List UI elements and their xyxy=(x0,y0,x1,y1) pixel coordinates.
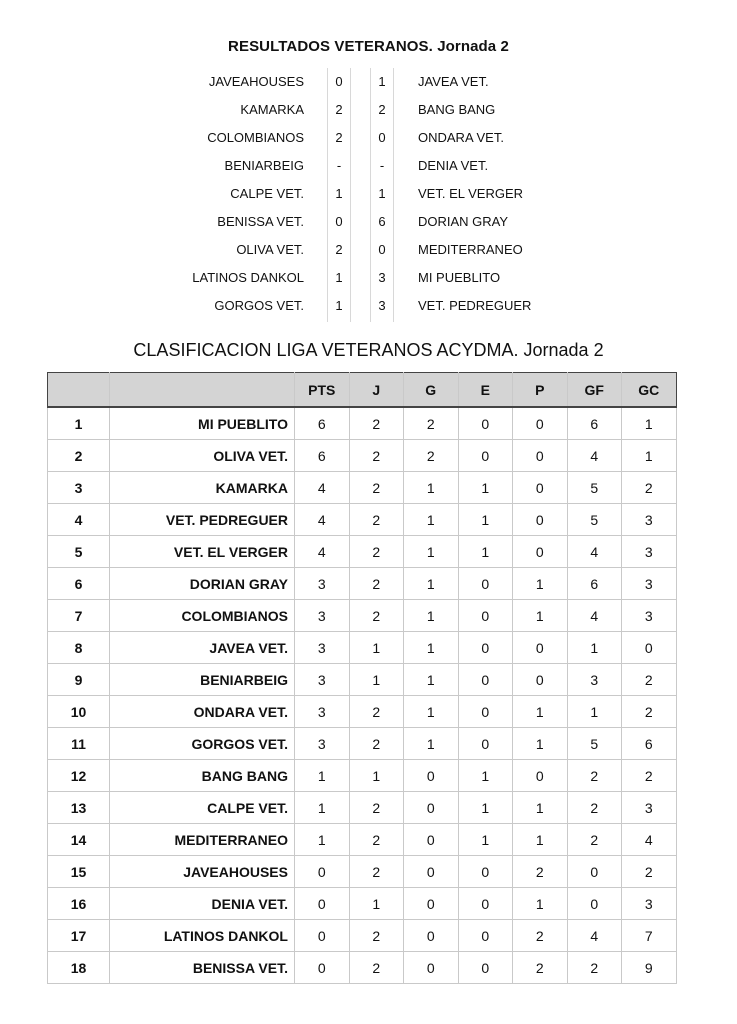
stat-cell: 0 xyxy=(458,664,513,696)
position-cell: 9 xyxy=(48,664,110,696)
stat-cell: 2 xyxy=(349,568,404,600)
stat-cell: 1 xyxy=(513,600,568,632)
stat-cell: 0 xyxy=(295,952,350,984)
home-team: COLOMBIANOS xyxy=(207,130,304,145)
table-row xyxy=(48,920,677,952)
stat-cell: 1 xyxy=(349,760,404,792)
column-header: PTS xyxy=(295,373,350,408)
home-score: 2 xyxy=(335,102,343,117)
team-name-cell: JAVEA VET. xyxy=(110,632,295,664)
stat-cell: 1 xyxy=(295,792,350,824)
stat-cell: 2 xyxy=(349,407,404,440)
stat-cell: 0 xyxy=(513,536,568,568)
column-header: E xyxy=(458,373,513,408)
stat-cell: 0 xyxy=(567,888,622,920)
stat-cell: 2 xyxy=(349,472,404,504)
stat-cell: 3 xyxy=(295,728,350,760)
stat-cell: 6 xyxy=(295,407,350,440)
stat-cell: 0 xyxy=(567,856,622,888)
standings-title: CLASIFICACION LIGA VETERANOS ACYDMA. Jornada 2 xyxy=(133,340,604,360)
stat-cell: 1 xyxy=(622,407,677,440)
team-name-cell: GORGOS VET. xyxy=(110,728,295,760)
away-score: 3 xyxy=(378,298,386,313)
away-score: 3 xyxy=(378,270,386,285)
stat-cell: 1 xyxy=(404,472,459,504)
match-row xyxy=(0,96,737,124)
position-cell: 10 xyxy=(48,696,110,728)
away-score: 6 xyxy=(378,214,386,229)
match-row xyxy=(0,292,737,320)
stat-cell: 3 xyxy=(295,632,350,664)
table-row xyxy=(48,696,677,728)
column-header: GF xyxy=(567,373,622,408)
stat-cell: 0 xyxy=(622,632,677,664)
home-score: 2 xyxy=(335,242,343,257)
column-header xyxy=(110,373,295,408)
match-row xyxy=(0,264,737,292)
home-score: 0 xyxy=(335,74,343,89)
position-cell: 4 xyxy=(48,504,110,536)
stat-cell: 1 xyxy=(404,536,459,568)
stat-cell: 1 xyxy=(513,792,568,824)
team-name-cell: JAVEAHOUSES xyxy=(110,856,295,888)
stat-cell: 0 xyxy=(458,728,513,760)
stat-cell: 0 xyxy=(404,920,459,952)
stat-cell: 1 xyxy=(404,632,459,664)
table-row xyxy=(48,856,677,888)
position-cell: 12 xyxy=(48,760,110,792)
stat-cell: 0 xyxy=(458,696,513,728)
team-name-cell: DORIAN GRAY xyxy=(110,568,295,600)
stat-cell: 2 xyxy=(513,920,568,952)
stat-cell: 2 xyxy=(349,600,404,632)
team-name-cell: KAMARKA xyxy=(110,472,295,504)
stat-cell: 4 xyxy=(567,440,622,472)
table-row xyxy=(48,792,677,824)
stat-cell: 1 xyxy=(404,568,459,600)
stat-cell: 3 xyxy=(295,568,350,600)
team-name-cell: COLOMBIANOS xyxy=(110,600,295,632)
stat-cell: 1 xyxy=(513,696,568,728)
match-row xyxy=(0,68,737,96)
stat-cell: 0 xyxy=(458,407,513,440)
table-row xyxy=(48,440,677,472)
stat-cell: 0 xyxy=(295,856,350,888)
away-team: DENIA VET. xyxy=(418,158,489,173)
home-score: 2 xyxy=(335,130,343,145)
column-header: J xyxy=(349,373,404,408)
stat-cell: 0 xyxy=(458,888,513,920)
stat-cell: 1 xyxy=(404,696,459,728)
stat-cell: 0 xyxy=(513,472,568,504)
stat-cell: 2 xyxy=(622,472,677,504)
stat-cell: 2 xyxy=(622,856,677,888)
position-cell: 15 xyxy=(48,856,110,888)
position-cell: 7 xyxy=(48,600,110,632)
table-row xyxy=(48,664,677,696)
stat-cell: 5 xyxy=(567,504,622,536)
stat-cell: 5 xyxy=(567,472,622,504)
stat-cell: 2 xyxy=(349,920,404,952)
column-header: P xyxy=(513,373,568,408)
away-team: VET. EL VERGER xyxy=(418,186,523,201)
stat-cell: 2 xyxy=(567,792,622,824)
away-team: MEDITERRANEO xyxy=(418,242,523,257)
table-row xyxy=(48,952,677,984)
team-name-cell: BENIARBEIG xyxy=(110,664,295,696)
stat-cell: 2 xyxy=(567,824,622,856)
stat-cell: 1 xyxy=(458,504,513,536)
table-row xyxy=(48,888,677,920)
stat-cell: 6 xyxy=(567,407,622,440)
stat-cell: 0 xyxy=(513,664,568,696)
away-score: 1 xyxy=(378,186,386,201)
stat-cell: 0 xyxy=(404,888,459,920)
home-score: - xyxy=(336,158,342,173)
stat-cell: 3 xyxy=(622,792,677,824)
stat-cell: 2 xyxy=(404,407,459,440)
stat-cell: 2 xyxy=(622,696,677,728)
stat-cell: 6 xyxy=(622,728,677,760)
stat-cell: 1 xyxy=(404,728,459,760)
stat-cell: 7 xyxy=(622,920,677,952)
position-cell: 2 xyxy=(48,440,110,472)
column-header: GC xyxy=(622,373,677,408)
table-row xyxy=(48,536,677,568)
stat-cell: 1 xyxy=(404,600,459,632)
stat-cell: 0 xyxy=(404,824,459,856)
stat-cell: 5 xyxy=(567,728,622,760)
stat-cell: 2 xyxy=(513,856,568,888)
stat-cell: 0 xyxy=(404,856,459,888)
match-row xyxy=(0,124,737,152)
stat-cell: 1 xyxy=(404,664,459,696)
home-team: GORGOS VET. xyxy=(214,298,304,313)
team-name-cell: MI PUEBLITO xyxy=(110,407,295,440)
stat-cell: 2 xyxy=(349,792,404,824)
stat-cell: 4 xyxy=(622,824,677,856)
position-cell: 18 xyxy=(48,952,110,984)
position-cell: 6 xyxy=(48,568,110,600)
stat-cell: 1 xyxy=(458,760,513,792)
match-row xyxy=(0,152,737,180)
stat-cell: 2 xyxy=(349,504,404,536)
stat-cell: 0 xyxy=(513,760,568,792)
stat-cell: 9 xyxy=(622,952,677,984)
stat-cell: 1 xyxy=(458,792,513,824)
standings-table xyxy=(47,372,677,984)
standings-body xyxy=(48,407,677,984)
stat-cell: 4 xyxy=(567,600,622,632)
stat-cell: 2 xyxy=(567,952,622,984)
stat-cell: 2 xyxy=(349,536,404,568)
stat-cell: 3 xyxy=(567,664,622,696)
stat-cell: 2 xyxy=(349,696,404,728)
stat-cell: 1 xyxy=(513,568,568,600)
stat-cell: 0 xyxy=(513,440,568,472)
away-score: 0 xyxy=(378,130,386,145)
position-cell: 11 xyxy=(48,728,110,760)
match-row xyxy=(0,236,737,264)
stat-cell: 4 xyxy=(567,920,622,952)
away-team: VET. PEDREGUER xyxy=(418,298,532,313)
stat-cell: 1 xyxy=(567,632,622,664)
standings-header-row xyxy=(48,373,677,408)
team-name-cell: CALPE VET. xyxy=(110,792,295,824)
home-team: BENIARBEIG xyxy=(224,158,304,173)
stat-cell: 1 xyxy=(295,824,350,856)
stat-cell: 0 xyxy=(458,856,513,888)
team-name-cell: MEDITERRANEO xyxy=(110,824,295,856)
stat-cell: 0 xyxy=(458,440,513,472)
stat-cell: 1 xyxy=(458,536,513,568)
stat-cell: 0 xyxy=(458,568,513,600)
stat-cell: 0 xyxy=(458,920,513,952)
stat-cell: 2 xyxy=(404,440,459,472)
position-cell: 13 xyxy=(48,792,110,824)
away-team: MI PUEBLITO xyxy=(418,270,501,285)
position-cell: 1 xyxy=(48,407,110,440)
away-score: - xyxy=(379,158,385,173)
team-name-cell: BENISSA VET. xyxy=(110,952,295,984)
stat-cell: 1 xyxy=(567,696,622,728)
stat-cell: 1 xyxy=(513,824,568,856)
stat-cell: 4 xyxy=(295,536,350,568)
stat-cell: 3 xyxy=(622,600,677,632)
stat-cell: 0 xyxy=(295,920,350,952)
team-name-cell: ONDARA VET. xyxy=(110,696,295,728)
stat-cell: 2 xyxy=(622,760,677,792)
stat-cell: 0 xyxy=(458,600,513,632)
table-row xyxy=(48,632,677,664)
results-title: RESULTADOS VETERANOS. Jornada 2 xyxy=(228,38,509,55)
stat-cell: 1 xyxy=(349,632,404,664)
home-team: JAVEAHOUSES xyxy=(208,74,304,89)
stat-cell: 1 xyxy=(513,728,568,760)
stat-cell: 1 xyxy=(458,824,513,856)
stat-cell: 0 xyxy=(513,407,568,440)
stat-cell: 1 xyxy=(513,888,568,920)
stat-cell: 0 xyxy=(404,792,459,824)
team-name-cell: BANG BANG xyxy=(110,760,295,792)
stat-cell: 2 xyxy=(349,952,404,984)
home-team: OLIVA VET. xyxy=(236,242,304,257)
stat-cell: 3 xyxy=(295,600,350,632)
position-cell: 8 xyxy=(48,632,110,664)
stat-cell: 2 xyxy=(622,664,677,696)
home-team: KAMARKA xyxy=(240,102,304,117)
stat-cell: 0 xyxy=(295,888,350,920)
away-team: BANG BANG xyxy=(418,102,496,117)
table-row xyxy=(48,504,677,536)
stat-cell: 2 xyxy=(349,728,404,760)
away-score: 1 xyxy=(378,74,386,89)
away-score: 2 xyxy=(378,102,386,117)
home-team: LATINOS DANKOL xyxy=(192,270,304,285)
stat-cell: 1 xyxy=(295,760,350,792)
stat-cell: 3 xyxy=(622,888,677,920)
stat-cell: 2 xyxy=(349,440,404,472)
match-row xyxy=(0,208,737,236)
stat-cell: 0 xyxy=(513,504,568,536)
stat-cell: 1 xyxy=(349,888,404,920)
home-score: 1 xyxy=(335,298,343,313)
home-team: CALPE VET. xyxy=(230,186,304,201)
stat-cell: 1 xyxy=(622,440,677,472)
stat-cell: 0 xyxy=(458,632,513,664)
stat-cell: 1 xyxy=(458,472,513,504)
home-score: 1 xyxy=(335,186,343,201)
stat-cell: 4 xyxy=(567,536,622,568)
team-name-cell: VET. PEDREGUER xyxy=(110,504,295,536)
stat-cell: 0 xyxy=(404,760,459,792)
stat-cell: 3 xyxy=(622,536,677,568)
team-name-cell: DENIA VET. xyxy=(110,888,295,920)
stat-cell: 3 xyxy=(622,568,677,600)
table-row xyxy=(48,728,677,760)
stat-cell: 2 xyxy=(349,856,404,888)
position-cell: 5 xyxy=(48,536,110,568)
column-header xyxy=(48,373,110,408)
stat-cell: 0 xyxy=(513,632,568,664)
table-row xyxy=(48,472,677,504)
home-score: 1 xyxy=(335,270,343,285)
stat-cell: 4 xyxy=(295,504,350,536)
stat-cell: 6 xyxy=(567,568,622,600)
away-team: JAVEA VET. xyxy=(418,74,489,89)
stat-cell: 2 xyxy=(349,824,404,856)
position-cell: 16 xyxy=(48,888,110,920)
stat-cell: 0 xyxy=(404,952,459,984)
away-team: DORIAN GRAY xyxy=(418,214,509,229)
table-row xyxy=(48,760,677,792)
stat-cell: 3 xyxy=(622,504,677,536)
team-name-cell: LATINOS DANKOL xyxy=(110,920,295,952)
team-name-cell: VET. EL VERGER xyxy=(110,536,295,568)
stat-cell: 0 xyxy=(458,952,513,984)
stat-cell: 4 xyxy=(295,472,350,504)
stat-cell: 1 xyxy=(404,504,459,536)
home-score: 0 xyxy=(335,214,343,229)
match-row xyxy=(0,180,737,208)
home-team: BENISSA VET. xyxy=(217,214,304,229)
position-cell: 17 xyxy=(48,920,110,952)
column-header: G xyxy=(404,373,459,408)
stat-cell: 3 xyxy=(295,664,350,696)
stat-cell: 6 xyxy=(295,440,350,472)
stat-cell: 2 xyxy=(513,952,568,984)
table-row xyxy=(48,600,677,632)
away-team: ONDARA VET. xyxy=(418,130,504,145)
stat-cell: 2 xyxy=(567,760,622,792)
team-name-cell: OLIVA VET. xyxy=(110,440,295,472)
table-row xyxy=(48,568,677,600)
table-row xyxy=(48,407,677,440)
stat-cell: 3 xyxy=(295,696,350,728)
stat-cell: 1 xyxy=(349,664,404,696)
away-score: 0 xyxy=(378,242,386,257)
position-cell: 3 xyxy=(48,472,110,504)
table-row xyxy=(48,824,677,856)
position-cell: 14 xyxy=(48,824,110,856)
